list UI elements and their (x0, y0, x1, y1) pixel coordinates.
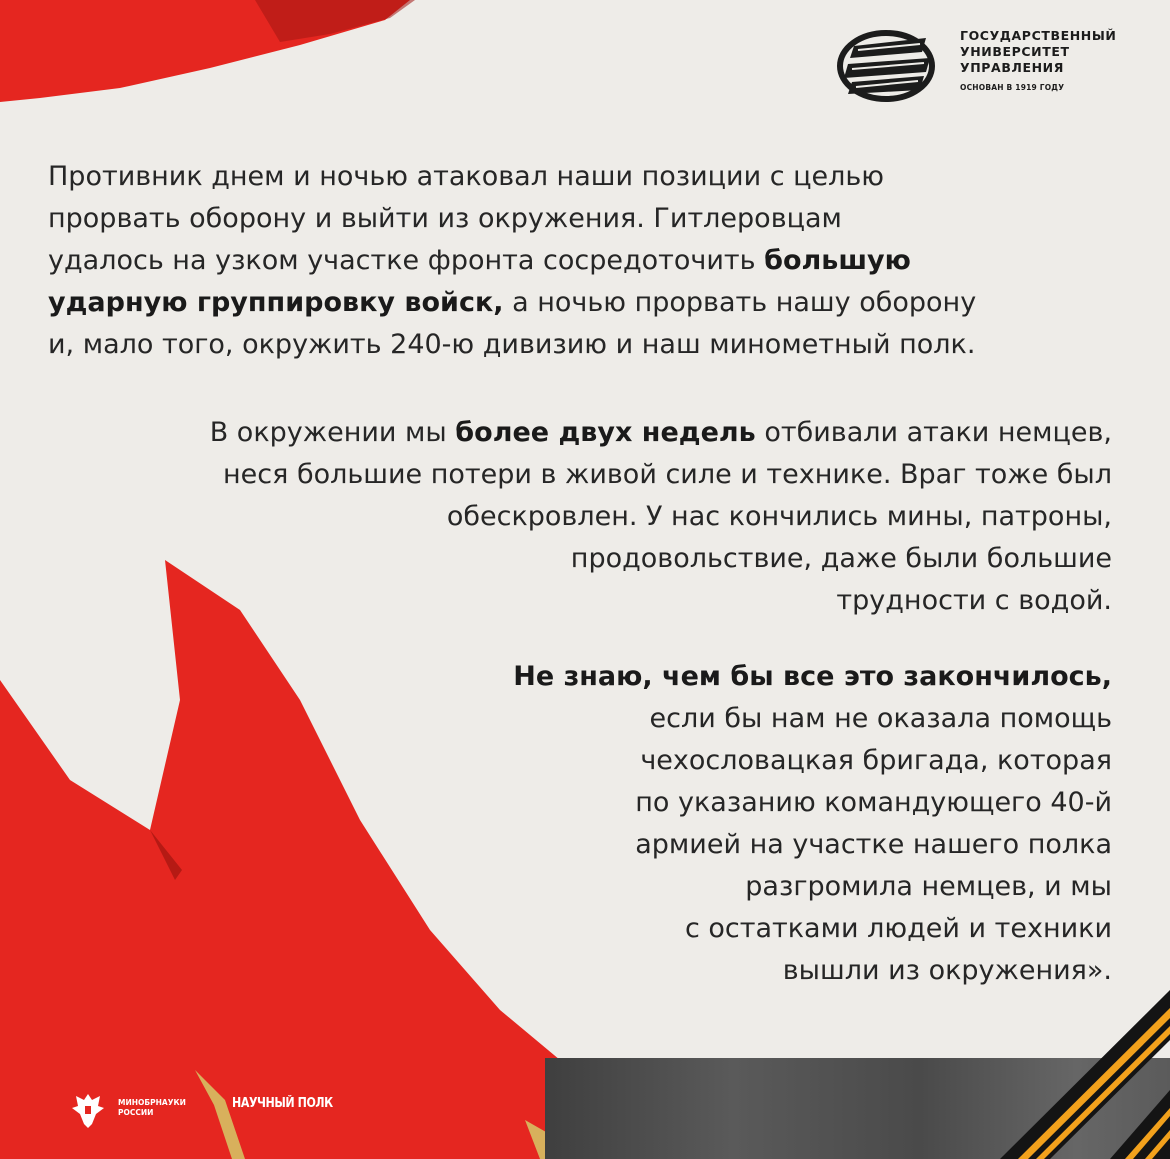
p2-line-4: продовольствие, даже были большие (570, 543, 1112, 574)
p3-line-2: если бы нам не оказала помощь (649, 703, 1112, 734)
paragraph-1 (48, 156, 976, 366)
p3-line-8: вышли из окружения». (782, 955, 1112, 986)
university-name-line3: УПРАВЛЕНИЯ (960, 60, 1064, 75)
ministry-logo (66, 1088, 206, 1132)
p1-line-3-bold: большую (764, 245, 911, 276)
p3-line-3: чехословацкая бригада, которая (640, 745, 1112, 776)
paragraph-3 (513, 656, 1112, 992)
p3-line-7: с остатками людей и техники (684, 913, 1112, 944)
university-name-line1: ГОСУДАРСТВЕННЫЙ (960, 28, 1117, 43)
p1-line-2: прорвать оборону и выйти из окружения. Гитлеровцам (48, 203, 842, 234)
p3-line-4: по указанию командующего 40-й (635, 787, 1112, 818)
p1-line-5: и, мало того, окружить 240-ю дивизию и наш минометный полк. (48, 329, 976, 360)
university-logo (836, 28, 1146, 108)
p3-line-5: армией на участке нашего полка (635, 829, 1112, 860)
p1-line-4 (48, 282, 976, 324)
ministry-line-1: МИНОБРНАУКИ (118, 1098, 186, 1107)
p2-line-3: обескровлен. У нас кончились мины, патроны, (446, 501, 1112, 532)
p2-line-1-end: отбивали атаки немцев, (755, 417, 1112, 448)
p1-line-1: Противник днем и ночью атаковал наши позиции с целью (48, 161, 885, 192)
scientific-regiment-logo: НАУЧНЫЙ ПОЛК (232, 1096, 333, 1111)
university-emblem-icon (836, 28, 942, 102)
p2-line-2: неся большие потери в живой силе и технике. Враг тоже был (223, 459, 1112, 490)
university-name (960, 28, 1116, 92)
p2-line-1-bold: более двух недель (455, 417, 756, 448)
p1-line-4-text: а ночью прорвать нашу оборону (503, 287, 977, 318)
p1-line-3-text: удалось на узком участке фронта сосредоточить (48, 245, 765, 276)
p1-line-3 (48, 240, 976, 282)
p2-line-1 (210, 412, 1112, 454)
ministry-line-2: РОССИИ (118, 1108, 154, 1117)
p2-line-5: трудности с водой. (836, 585, 1112, 616)
university-founded: ОСНОВАН В 1919 ГОДУ (960, 83, 1065, 92)
p3-line-6: разгромила немцев, и мы (745, 871, 1112, 902)
ministry-name (118, 1098, 186, 1118)
p3-line-1-bold: Не знаю, чем бы все это закончилось, (513, 661, 1112, 692)
double-headed-eagle-icon (66, 1088, 110, 1132)
paragraph-2 (210, 412, 1112, 622)
p2-line-1-start: В окружении мы (209, 417, 456, 448)
p1-line-4-bold: ударную группировку войск, (48, 287, 504, 318)
university-name-line2: УНИВЕРСИТЕТ (960, 44, 1070, 59)
